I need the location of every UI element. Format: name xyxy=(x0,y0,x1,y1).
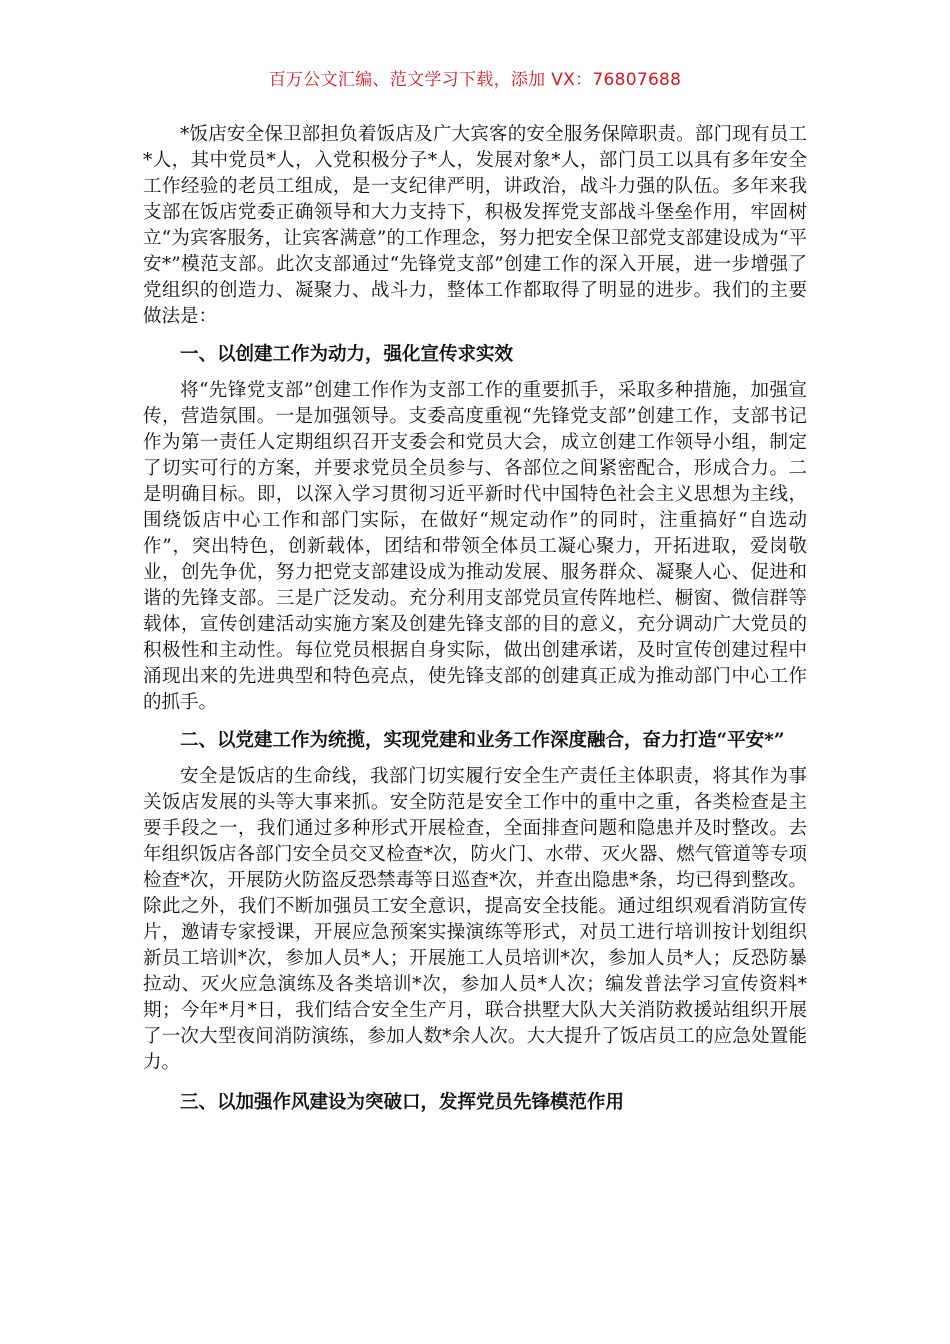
document-body xyxy=(143,122,807,1126)
section-2-paragraph: 安全是饭店的生命线，我部门切实履行安全生产责任主体职责，将其作为事关饭店发展的头等大事来抓。安全防范是安全工作中的重中之重，各类检查是主要手段之一，我们通过多种形式开展检查，全面排查问题和隐患并及时整改。去年组织饭店各部门安全员交叉检查*次，防火门、水带、灭火器、燃气管道等专项检查*次，开展防火防盗反恐禁毒等日巡查*次，并查出隐患*条，均已得到整改。除此之外，我们不断加强员工安全意识，提高安全技能。通过组织观看消防宣传片，邀请专家授课，开展应急预案实操演练等形式，对员工进行培训按计划组织新员工培训*次，参加人员*人；开展施工人员培训*次，参加人员*人；反恐防暴拉动、灭火应急演练及各类培训*次，参加人员*人次；编发普法学习宣传资料*期；今年*月*日，我们结合安全生产月，联合拱墅大队大关消防救援站组织开展了一次大型夜间消防演练，参加人数*余人次。大大提升了饭店员工的应急处置能力。 xyxy=(143,766,807,1073)
section-1-paragraph: 将“先锋党支部”创建工作作为支部工作的重要抓手，采取多种措施，加强宣传，营造氛围。一是加强领导。支委高度重视“先锋党支部”创建工作，支部书记作为第一责任人定期组织召开支委会和党员大会，成立创建工作领导小组，制定了切实可行的方案，并要求党员全员参与、各部位之间紧密配合，形成合力。二是明确目标。即，以深入学习贯彻习近平新时代中国特色社会主义思想为主线，围绕饭店中心工作和部门实际，在做好“规定动作”的同时，注重搞好“自选动作”，突出特色，创新载体，团结和带领全体员工凝心聚力，开拓进取，爱岗敬业，创先争优，努力把党支部建设成为推动发展、服务群众、凝聚人心、促进和谐的先锋支部。三是广泛发动。充分利用支部党员宣传阵地栏、橱窗、微信群等载体，宣传创建活动实施方案及创建先锋支部的目的意义，充分调动广大党员的积极性和主动性。每位党员根据自身实际，做出创建承诺，及时宣传创建过程中涌现出来的先进典型和特色亮点，使先锋支部的创建真正成为推动部门中心工作的抓手。 xyxy=(143,380,807,713)
download-banner: 百万公文汇编、范文学习下载，添加 VX：76807688 xyxy=(268,70,682,90)
section-3-heading: 三、以加强作风建设为突破口，发挥党员先锋模范作用 xyxy=(180,1092,625,1113)
section-1-heading: 一、以创建工作为动力，强化宣传求实效 xyxy=(180,344,514,365)
intro-paragraph: *饭店安全保卫部担负着饭店及广大宾客的安全服务保障职责。部门现有员工*人，其中党员*人，入党积极分子*人，发展对象*人，部门员工以具有多年安全工作经验的老员工组成，是一支纪律严明，讲政治，战斗力强的队伍。多年来我支部在饭店党委正确领导和大力支持下，积极发挥党支部战斗堡垒作用，牢固树立“为宾客服务，让宾客满意”的工作理念，努力把安全保卫部党支部建设成为“平安*”模范支部。此次支部通过“先锋党支部”创建工作的深入开展，进一步增强了党组织的创造力、凝聚力、战斗力，整体工作都取得了明显的进步。我们的主要做法是： xyxy=(143,124,807,327)
section-2-heading: 二、以党建工作为统揽，实现党建和业务工作深度融合，奋力打造“平安*” xyxy=(180,730,785,751)
